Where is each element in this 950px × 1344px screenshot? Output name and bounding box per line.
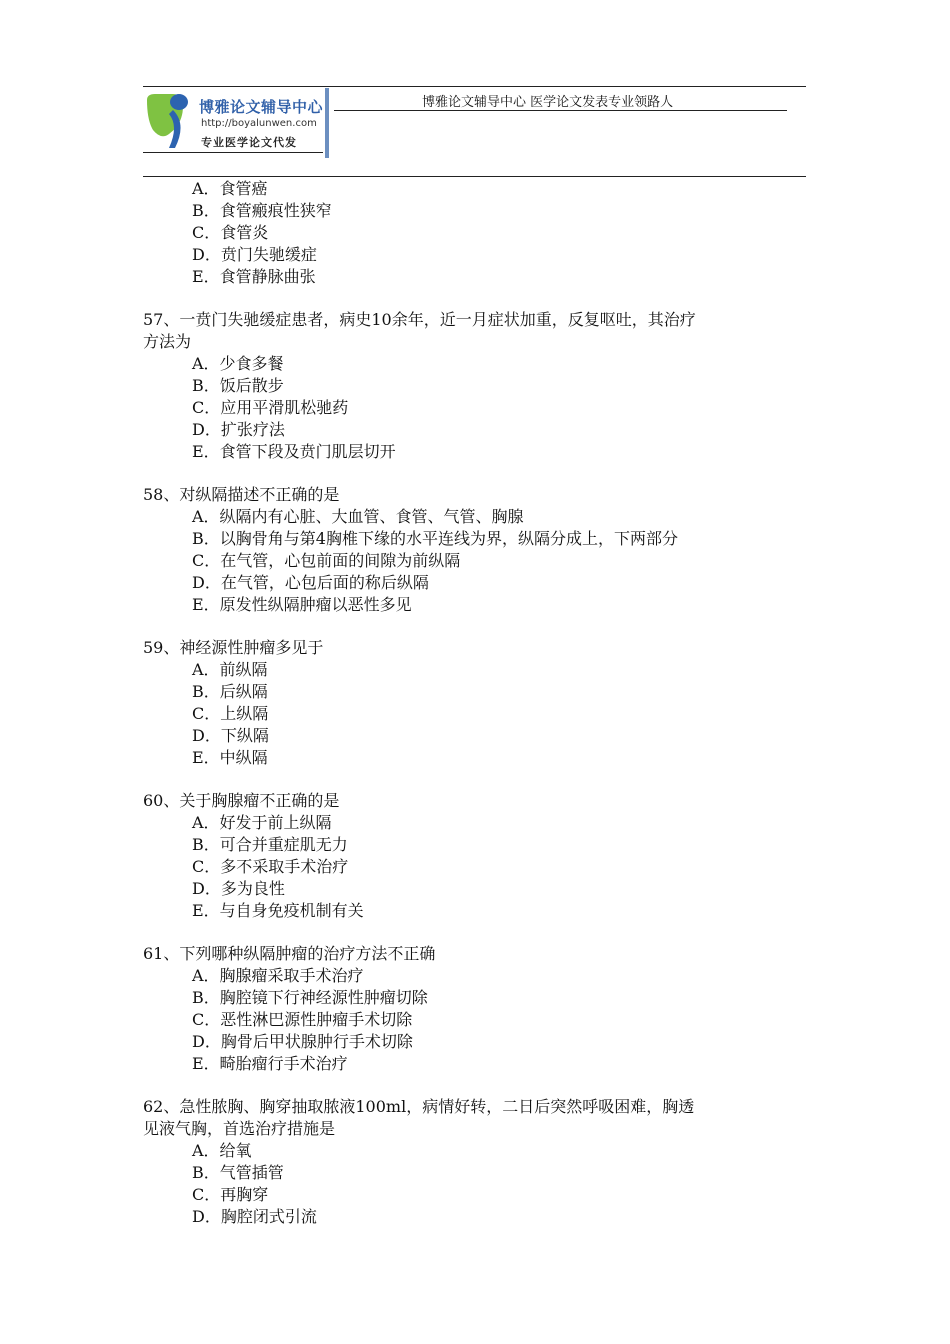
header-bottom-rule — [143, 176, 806, 177]
option: B．食管瘢痕性狭窄 — [192, 201, 332, 220]
header-top-rule — [143, 86, 806, 87]
logo-title: 博雅论文辅导中心 — [199, 98, 324, 116]
option: A．好发于前上纵隔 — [192, 813, 332, 832]
option: D．在气管，心包后面的称后纵隔 — [192, 573, 429, 592]
logo-underline — [143, 152, 323, 153]
logo-divider — [325, 88, 329, 158]
option: A．食管癌 — [192, 179, 268, 198]
option: A．给氧 — [192, 1141, 252, 1160]
option: E．畸胎瘤行手术治疗 — [192, 1054, 348, 1073]
option: A．胸腺瘤采取手术治疗 — [192, 966, 364, 985]
question-stem: 57、一贲门失驰缓症患者，病史10余年，近一月症状加重，反复呕吐，其治疗 — [143, 310, 696, 329]
document-body — [143, 178, 806, 1228]
question-stem: 58、对纵隔描述不正确的是 — [143, 485, 340, 504]
question-stem: 方法为 — [143, 332, 192, 351]
option: D．下纵隔 — [192, 726, 269, 745]
option: A．少食多餐 — [192, 354, 284, 373]
option: E．原发性纵隔肿瘤以恶性多见 — [192, 595, 412, 614]
logo — [143, 90, 328, 158]
question-stem: 59、神经源性肿瘤多见于 — [143, 638, 324, 657]
option: A．纵隔内有心脏、大血管、食管、气管、胸腺 — [192, 507, 524, 526]
option: C．恶性淋巴源性肿瘤手术切除 — [192, 1010, 413, 1029]
option: D．多为良性 — [192, 879, 285, 898]
option: C．再胸穿 — [192, 1185, 269, 1204]
banner-text: 博雅论文辅导中心 医学论文发表专业领路人 — [422, 95, 674, 110]
logo-url: http://boyalunwen.com — [201, 118, 317, 129]
option: C．上纵隔 — [192, 704, 269, 723]
question-stem: 60、关于胸腺瘤不正确的是 — [143, 791, 340, 810]
option: B．以胸骨角与第4胸椎下缘的水平连线为界，纵隔分成上，下两部分 — [192, 529, 678, 548]
option: D．贲门失驰缓症 — [192, 245, 317, 264]
option: E．食管静脉曲张 — [192, 267, 316, 286]
option: D．扩张疗法 — [192, 420, 285, 439]
option: A．前纵隔 — [192, 660, 268, 679]
option: E．中纵隔 — [192, 748, 268, 767]
option: B．可合并重症肌无力 — [192, 835, 348, 854]
option: C．应用平滑肌松驰药 — [192, 398, 349, 417]
logo-mark-icon — [143, 90, 199, 152]
option: C．食管炎 — [192, 223, 269, 242]
option: C．在气管，心包前面的间隙为前纵隔 — [192, 551, 461, 570]
question-stem: 见液气胸，首选治疗措施是 — [143, 1119, 336, 1138]
question-stem: 61、下列哪种纵隔肿瘤的治疗方法不正确 — [143, 944, 436, 963]
question-stem: 62、急性脓胸、胸穿抽取脓液100ml，病情好转，二日后突然呼吸困难，胸透 — [143, 1097, 695, 1116]
option: E．食管下段及贲门肌层切开 — [192, 442, 396, 461]
option: B．气管插管 — [192, 1163, 284, 1182]
banner-rule — [334, 110, 787, 111]
option: B．后纵隔 — [192, 682, 268, 701]
option: B．饭后散步 — [192, 376, 284, 395]
option: B．胸腔镜下行神经源性肿瘤切除 — [192, 988, 428, 1007]
option: D．胸骨后甲状腺肿行手术切除 — [192, 1032, 413, 1051]
option: D．胸腔闭式引流 — [192, 1207, 317, 1226]
option: C．多不采取手术治疗 — [192, 857, 349, 876]
option: E．与自身免疫机制有关 — [192, 901, 364, 920]
logo-slogan: 专业医学论文代发 — [201, 136, 297, 149]
